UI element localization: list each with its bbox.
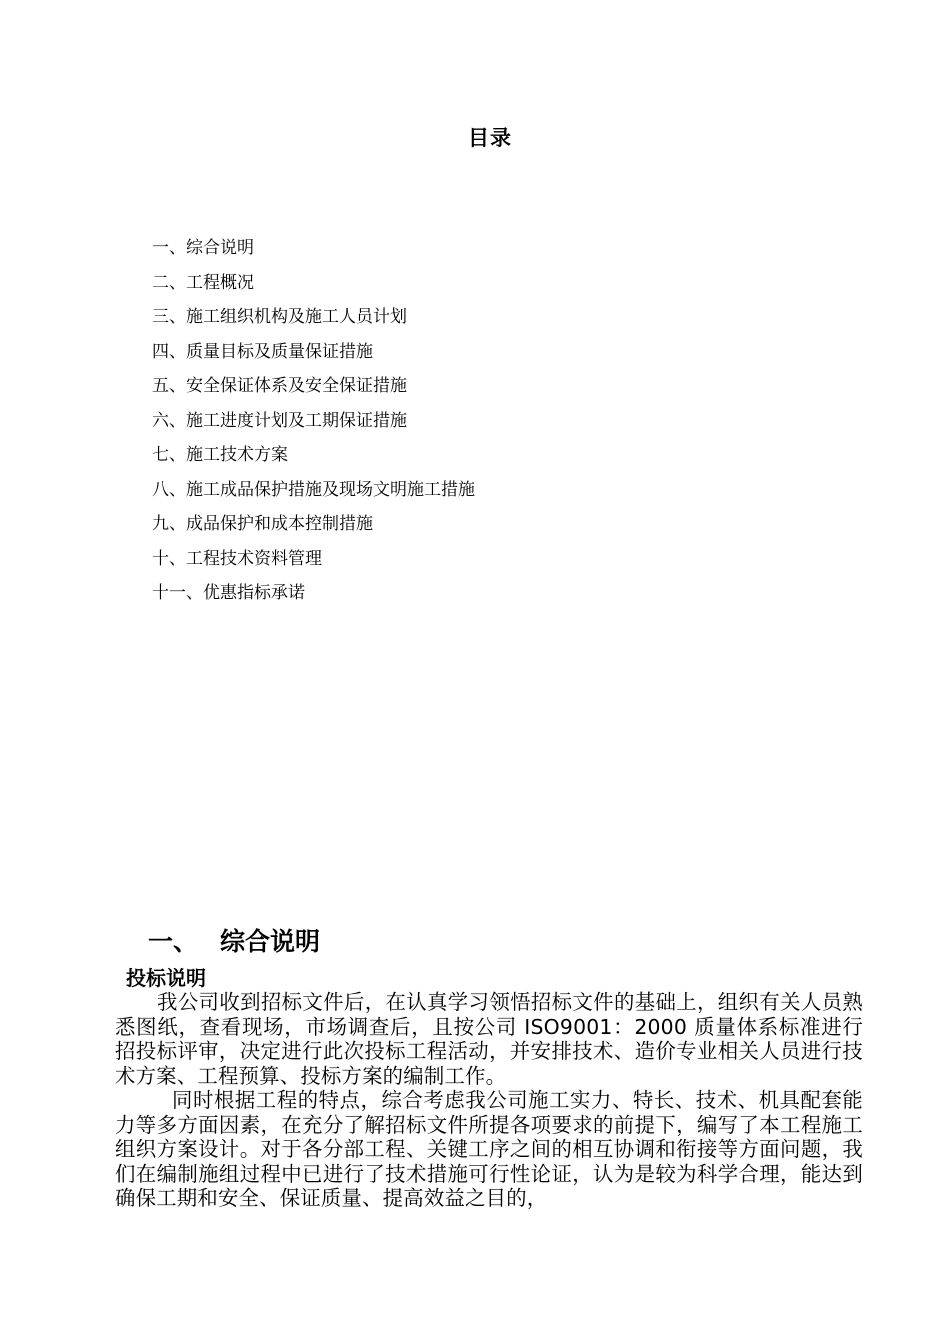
toc-item-8: 八、施工成品保护措施及现场文明施工措施	[152, 479, 475, 500]
toc-item-1: 一、综合说明	[152, 238, 254, 258]
toc-item-5: 五、安全保证体系及安全保证措施	[152, 376, 407, 396]
section-heading	[148, 922, 320, 958]
toc-item-2: 二、工程概况	[152, 272, 254, 293]
toc-item-6: 六、施工进度计划及工期保证措施	[152, 410, 407, 431]
table-of-contents	[152, 236, 475, 616]
toc-title: 目录	[468, 126, 512, 150]
section-title: 综合说明	[220, 927, 321, 956]
toc-item-11: 十一、优惠指标承诺	[152, 583, 305, 603]
section-number: 一、	[148, 927, 199, 956]
body-paragraph-1: 我公司收到招标文件后，在认真学习领悟招标文件的基础上，组织有关人员熟悉图纸，查看现场，市场调查后，且按公司 ISO9001：2000 质量体系标准进行招投标评审，决定进行此次投标工程活动，并安排技术、造价专业相关人员进行技术方案、工程预算、投标方案的编制工作。	[115, 990, 863, 1088]
toc-item-9: 九、成品保护和成本控制措施	[152, 514, 373, 534]
toc-item-3: 三、施工组织机构及施工人员计划	[152, 307, 407, 327]
body-paragraph-2: 同时根据工程的特点，综合考虑我公司施工实力、特长、技术、机具配套能力等多方面因素，在充分了解招标文件所提各项要求的前提下，编写了本工程施工组织方案设计。对于各分部工程、关键工序之间的相互协调和衔接等方面问题，我们在编制施组过程中已进行了技术措施可行性论证，认为是较为科学合理，能达到确保工期和安全、保证质量、提高效益之目的，	[115, 1088, 863, 1210]
subsection-heading: 投标说明	[126, 966, 206, 990]
toc-item-7: 七、施工技术方案	[152, 445, 288, 465]
toc-item-4: 四、质量目标及质量保证措施	[152, 341, 373, 362]
toc-item-10: 十、工程技术资料管理	[152, 548, 322, 569]
